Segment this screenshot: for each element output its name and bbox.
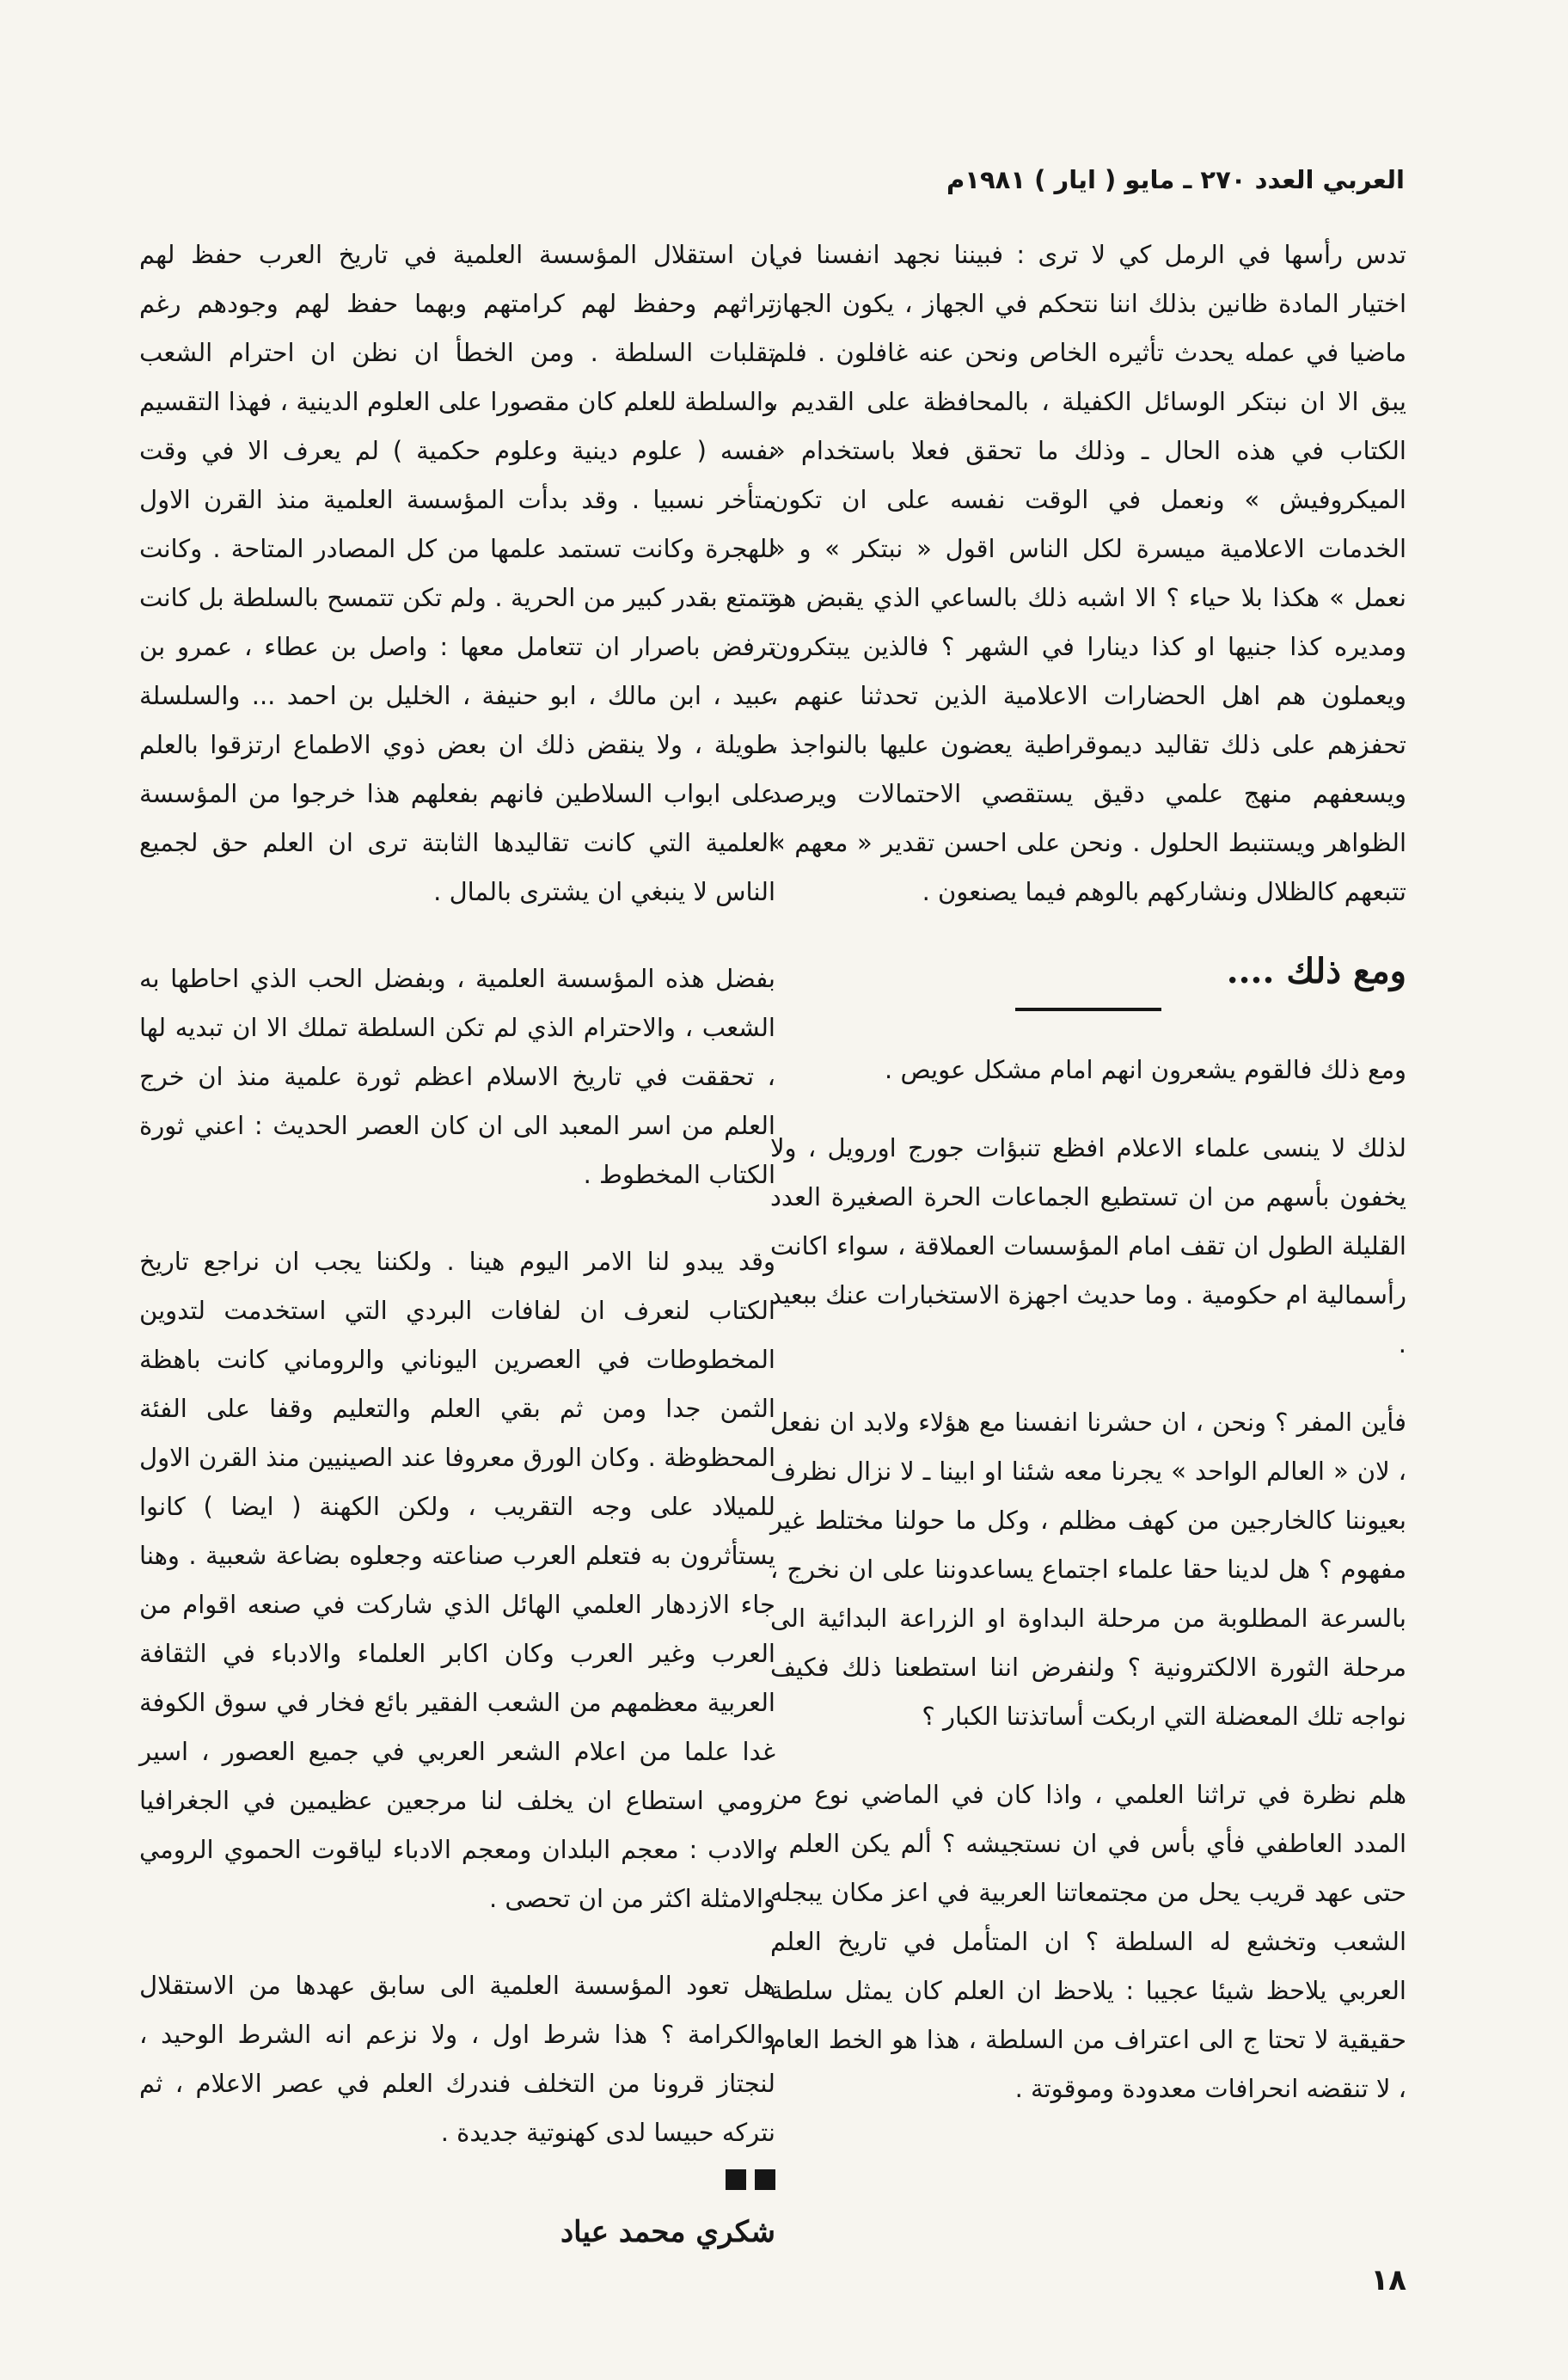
- running-header: العربي العدد ٢٧٠ ـ مايو ( ايار ) ١٩٨١م: [946, 165, 1405, 194]
- right-column: [770, 230, 1406, 2143]
- article-paragraph: لذلك لا ينسى علماء الاعلام افظع تنبؤات جورج اورويل ، ولا يخفون بأسهم من ان تستطيع الجماعات الحرة الصغيرة العدد القليلة الطول ان تقف امام المؤسسات العملاقة ، سواء اكانت رأسمالية ام حكومية . وما حديث اجهزة الاستخبارات عنك ببعيد .: [770, 1133, 1406, 1359]
- section-heading: ومع ذلك ....: [1226, 951, 1406, 991]
- end-of-article-mark: [139, 2169, 775, 2190]
- article-paragraph: ومع ذلك فالقوم يشعرون انهم امام مشكل عويص .: [885, 1055, 1406, 1084]
- end-square-icon: [755, 2169, 775, 2190]
- author-signature: شكري محمد عياد: [560, 2215, 775, 2249]
- end-square-icon: [726, 2169, 746, 2190]
- page-number: ١٨: [1370, 2263, 1406, 2297]
- left-column: [139, 230, 775, 2254]
- article-paragraph: ان استقلال المؤسسة العلمية في تاريخ العرب حفظ لهم تراثهم وحفظ لهم كرامتهم وبهما حفظ لهم وجودهم رغم تقلبات السلطة . ومن الخطأ ان نظن ان احترام الشعب والسلطة للعلم كان مقصورا على العلوم الدينية ، فهذا التقسيم نفسه ( علوم دينية وعلوم حكمية ) لم يعرف الا في وقت متأخر نسبيا . وقد بدأت المؤسسة العلمية منذ القرن الاول للهجرة وكانت تستمد علمها من كل المصادر المتاحة . وكانت تتمتع بقدر كبير من الحرية . ولم تكن تتمسح بالسلطة بل كانت ترفض باصرار ان تتعامل معها : واصل بن عطاء ، عمرو بن عبيد ، ابن مالك ، ابو حنيفة ، الخليل بن احمد ... والسلسلة طويلة ، ولا ينقض ذلك ان بعض ذوي الاطماع ارتزقوا بالعلم على ابواب السلاطين فانهم بفعلهم هذا خرجوا من المؤسسة العلمية التي كانت تقاليدها الثابتة ترى ان العلم حق لجميع الناس لا ينبغي ان يشترى بالمال .: [139, 240, 775, 906]
- article-paragraph: وقد يبدو لنا الامر اليوم هينا . ولكننا يجب ان نراجع تاريخ الكتاب لنعرف ان لفافات البردي التي استخدمت لتدوين المخطوطات في العصرين اليوناني والروماني كانت باهظة الثمن جدا ومن ثم بقي العلم والتعليم وقفا على الفئة المحظوظة . وكان الورق معروفا عند الصينيين منذ القرن الاول للميلاد على وجه التقريب ، ولكن الكهنة ( ايضا ) كانوا يستأثرون به فتعلم العرب صناعته وجعلوه بضاعة شعبية . وهنا جاء الازدهار العلمي الهائل الذي شاركت في صنعه اقوام من العرب وغير العرب وكان اكابر العلماء والادباء في الثقافة العربية معظمهم من الشعب الفقير بائع فخار في سوق الكوفة غدا علما من اعلام الشعر العربي في جميع العصور ، اسير رومي استطاع ان يخلف لنا مرجعين عظيمين في الجغرافيا والادب : معجم البلدان ومعجم الادباء لياقوت الحموي الرومي والامثلة اكثر من ان تحصى .: [139, 1247, 775, 1913]
- article-paragraph: تدس رأسها في الرمل كي لا ترى : فبيننا نجهد انفسنا في اختيار المادة ظانين بذلك اننا نتحكم في الجهاز ، يكون الجهاز ماضيا في عمله يحدث تأثيره الخاص ونحن عنه غافلون . فلم يبق الا ان نبتكر الوسائل الكفيلة ، بالمحافظة على القديم ، الكتاب في هذه الحال ـ وذلك ما تحقق فعلا باستخدام « الميكروفيش » ونعمل في الوقت نفسه على ان تكون الخدمات الاعلامية ميسرة لكل الناس اقول « نبتكر » و « نعمل » هكذا بلا حياء ؟ الا اشبه ذلك بالساعي الذي يقبض هو ومديره كذا جنيها او كذا دينارا في الشهر ؟ فالذين يبتكرون ويعملون هم اهل الحضارات الاعلامية الذين تحدثنا عنهم ، تحفزهم على ذلك تقاليد ديموقراطية يعضون عليها بالنواجذ ، ويسعفهم منهج علمي دقيق يستقصي الاحتمالات ويرصد الظواهر ويستنبط الحلول . ونحن على احسن تقدير « معهم » تتبعهم كالظلال ونشاركهم بالوهم فيما يصنعون .: [770, 240, 1406, 906]
- article-paragraph: بفضل هذه المؤسسة العلمية ، وبفضل الحب الذي احاطها به الشعب ، والاحترام الذي لم تكن السلطة تملك الا ان تبديه لها ، تحققت في تاريخ الاسلام اعظم ثورة علمية منذ ان خرج العلم من اسر المعبد الى ان كان العصر الحديث : اعني ثورة الكتاب المخطوط .: [139, 964, 775, 1189]
- article-paragraph: هلم نظرة في تراثنا العلمي ، واذا كان في الماضي نوع من المدد العاطفي فأي بأس في ان نستجيشه ؟ ألم يكن العلم ، حتى عهد قريب يحل من مجتمعاتنا العربية في اعز مكان يبجله الشعب وتخشع له السلطة ؟ ان المتأمل في تاريخ العلم العربي يلاحظ شيئا عجيبا : يلاحظ ان العلم كان يمثل سلطة حقيقية لا تحتا ج الى اعتراف من السلطة ، هذا هو الخط العام ، لا تنقضه انحرافات معدودة وموقوتة .: [770, 1780, 1406, 2103]
- article-paragraph: فأين المفر ؟ ونحن ، ان حشرنا انفسنا مع هؤلاء ولابد ان نفعل ، لان « العالم الواحد » يجرنا معه شئنا او ابينا ـ لا نزال نظرف بعيوننا كالخارجين من كهف مظلم ، وكل ما حولنا مختلط غير مفهوم ؟ هل لدينا حقا علماء اجتماع يساعدوننا على ان نخرج ، بالسرعة المطلوبة من مرحلة البداوة او الزراعة البدائية الى مرحلة الثورة الالكترونية ؟ ولنفرض اننا استطعنا ذلك فكيف نواجه تلك المعضلة التي اربكت أساتذتنا الكبار ؟: [770, 1408, 1406, 1731]
- article-paragraph: هل تعود المؤسسة العلمية الى سابق عهدها من الاستقلال والكرامة ؟ هذا شرط اول ، ولا نزعم انه الشرط الوحيد ، لنجتاز قرونا من التخلف فندرك العلم في عصر الاعلام ، ثم نتركه حبيسا لدى كهنوتية جديدة .: [139, 1971, 775, 2147]
- heading-underline: [1015, 1008, 1161, 1011]
